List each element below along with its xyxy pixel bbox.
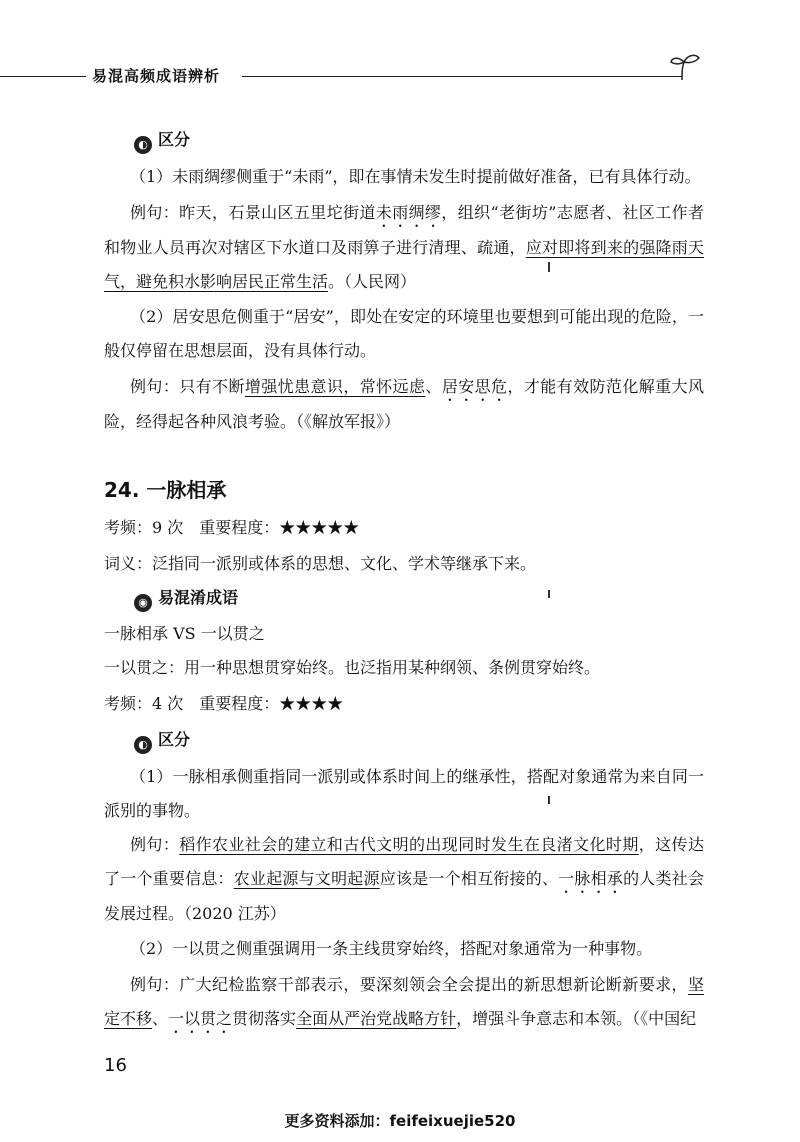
idiom-yimai: 一脉相承 bbox=[558, 869, 624, 888]
other-idiom-meaning: 一以贯之：用一种思想贯穿始终。也泛指用某种纲领、条例贯穿始终。 bbox=[104, 658, 601, 677]
sprout-icon bbox=[668, 52, 702, 82]
distinguish-badge-icon-2: ◐ bbox=[134, 736, 152, 754]
header-rule-right bbox=[242, 76, 682, 77]
entry-frequency: 考频：9 次 重要程度：★★★★★ bbox=[104, 518, 360, 537]
footer-note: 更多资料添加：feifeixuejie520 bbox=[284, 1112, 516, 1130]
paragraph-weiyu-example: 例句：昨天，石景山区五里坨街道未雨绸缪，组织“老街坊”志愿者、社区工作者和物业人员再次对辖区下水道口及雨箅子进行清理、疏通，应对即将到来的强降雨天气，避免积水影响居民正常生活。（人民网） bbox=[104, 203, 704, 291]
paragraph-juan-example: 例句：只有不断增强忧患意识，常怀远虑、居安思危，才能有效防范化解重大风险，经得起各种风浪考验。（《解放军报》） bbox=[104, 377, 704, 431]
confusable-badge-icon: ◉ bbox=[134, 594, 152, 612]
underline-juan: 增强忧患意识，常怀远虑 bbox=[244, 377, 426, 396]
underline-weiyu: 应对即将到来的强降雨天气，避免积水影响居民正常生活 bbox=[104, 238, 704, 291]
paragraph-yimai-example: 例句：稻作农业社会的建立和古代文明的出现同时发生在良渚文化时期，这传达了一个重要信息：农业起源与文明起源应该是一个相互衔接的、一脉相承的人类社会发展过程。（2020 江苏） bbox=[104, 835, 704, 923]
distinguish-badge-icon: ◐ bbox=[134, 136, 152, 154]
paragraph-juan-definition: （2）居安思危侧重于“居安”，即处在安定的环境里也要想到可能出现的危险，一般仅停留在思想层面，没有具体行动。 bbox=[104, 307, 704, 360]
underline-yimai-1: 稻作农业社会的建立和古代文明的出现同时发生在良渚文化时期 bbox=[179, 835, 639, 854]
header-rule-left bbox=[0, 76, 86, 77]
paragraph-yiyi-definition: （2）一以贯之侧重强调用一条主线贯穿始终，搭配对象通常为一种事物。 bbox=[130, 939, 653, 958]
section-heading-distinguish-2: ◐ 区分 bbox=[134, 728, 190, 752]
idiom-weiyu: 未雨绸缪 bbox=[375, 203, 442, 222]
paragraph-weiyu-definition: （1）未雨绸缪侧重于“未雨”，即在事情未发生时提前做好准备，已有具体行动。 bbox=[130, 167, 701, 186]
scan-speck bbox=[548, 590, 550, 598]
idiom-yiyi: 一以贯之 bbox=[168, 1009, 233, 1028]
underline-yiyi-1: 坚定不移 bbox=[104, 975, 704, 1028]
entry-meaning: 词义：泛指同一派别或体系的思想、文化、学术等继承下来。 bbox=[104, 554, 537, 573]
confusable-pair: 一脉相承 VS 一以贯之 bbox=[104, 624, 265, 643]
entry-title: 24. 一脉相承 bbox=[104, 478, 227, 502]
paragraph-yimai-definition: （1）一脉相承侧重指同一派别或体系时间上的继承性，搭配对象通常为来自同一派别的事物。 bbox=[104, 767, 704, 820]
section-heading-distinguish: ◐ 区分 bbox=[134, 128, 190, 152]
scan-speck bbox=[548, 262, 550, 272]
scan-speck bbox=[548, 796, 550, 804]
paragraph-yiyi-example: 例句：广大纪检监察干部表示，要深刻领会全会提出的新思想新论断新要求，坚定不移、一以贯之贯彻落实全面从严治党战略方针，增强斗争意志和本领。（《中国纪 bbox=[104, 975, 704, 1028]
underline-yiyi-2: 全面从严治党战略方针 bbox=[296, 1009, 457, 1028]
running-header-title: 易混高频成语辨析 bbox=[92, 67, 221, 85]
page-number: 16 bbox=[104, 1055, 127, 1076]
other-idiom-frequency: 考频：4 次 重要程度：★★★★ bbox=[104, 694, 344, 713]
section-heading-confusable: ◉ 易混淆成语 bbox=[134, 586, 238, 610]
idiom-juan: 居安思危 bbox=[441, 377, 508, 396]
underline-yimai-2: 农业起源与文明起源 bbox=[233, 869, 380, 888]
